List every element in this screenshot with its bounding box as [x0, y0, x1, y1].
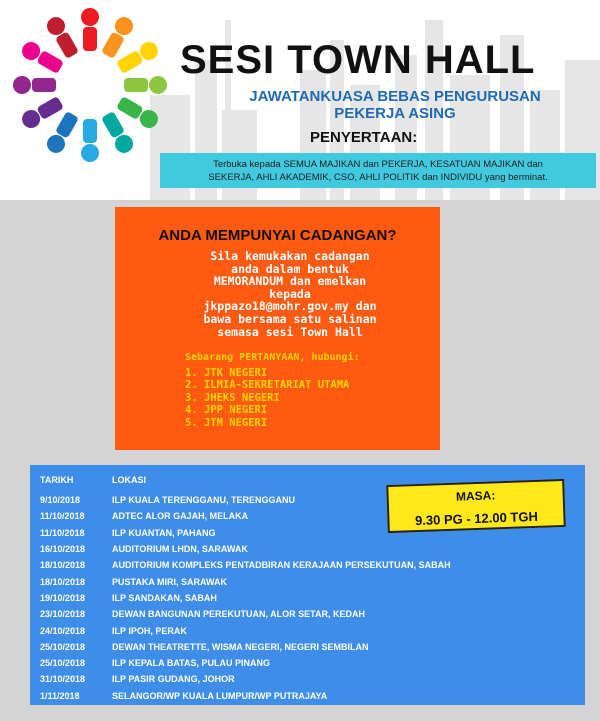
table-row	[40, 557, 580, 573]
page-title: SESI TOWN HALL	[180, 38, 536, 82]
table-row	[40, 688, 580, 704]
subtitle-line: JAWATANKUASA BEBAS PENGURUSAN	[249, 88, 541, 105]
row-date: 1/11/2018	[40, 690, 80, 701]
time-badge	[386, 479, 566, 533]
column-header-location: LOKASI	[112, 475, 147, 485]
table-row	[40, 655, 580, 671]
row-location: ILP PASIR GUDANG, JOHOR	[112, 674, 235, 685]
subtitle-line: PEKERJA ASING	[334, 105, 456, 122]
row-date: 23/10/2018	[40, 609, 86, 620]
contact-item: 1. JTK NEGERI	[185, 367, 268, 379]
header-section	[0, 0, 600, 200]
schedule-panel	[30, 465, 585, 705]
row-date: 19/10/2018	[40, 592, 86, 603]
row-location: ILP KUANTAN, PAHANG	[112, 527, 216, 538]
row-location: ILP KEPALA BATAS, PULAU PINANG	[112, 658, 271, 669]
proposal-line: Sila kemukakan cadangan	[210, 249, 370, 263]
proposal-panel	[115, 207, 440, 450]
committee-subtitle	[200, 88, 590, 122]
row-date: 31/10/2018	[40, 674, 86, 685]
table-row	[40, 590, 580, 606]
contact-item: 5. JTM NEGERI	[185, 416, 268, 429]
row-date: 11/10/2018	[40, 527, 85, 538]
row-date: 24/10/2018	[40, 625, 86, 636]
row-location: ILP SANDAKAN, SABAH	[112, 592, 217, 603]
row-location: ADTEC ALOR GAJAH, MELAKA	[112, 511, 249, 522]
participation-text-line: Terbuka kepada SEMUA MAJIKAN dan PEKERJA, KESATUAN MAJIKAN dan	[213, 159, 543, 170]
table-row	[40, 573, 580, 589]
participation-label: PENYERTAAN:	[310, 129, 418, 146]
time-label: MASA:	[455, 488, 496, 504]
participation-band	[160, 153, 596, 188]
contact-list	[185, 367, 435, 429]
row-date: 18/10/2018	[40, 560, 86, 571]
proposal-line: kepada	[269, 286, 311, 301]
row-location: AUDITORIUM KOMPLEKS PENTADBIRAN KERAJAAN PERSEKUTUAN, SABAH	[112, 560, 451, 571]
row-date: 18/10/2018	[40, 576, 86, 587]
people-circle-logo-icon	[0, 0, 180, 170]
contact-item: 2. ILMIA-SEKRETARIAT UTAMA	[185, 379, 350, 392]
table-row	[40, 606, 580, 622]
row-location: AUDITORIUM LHDN, SARAWAK	[112, 544, 248, 555]
table-row	[40, 541, 580, 557]
table-row	[40, 622, 580, 638]
participation-text-line: SEKERJA, AHLI AKADEMIK, CSO, AHLI POLITIK dan INDIVIDU yang berminat.	[208, 172, 548, 183]
row-date: 25/10/2018	[40, 641, 86, 652]
proposal-line: anda dalam bentuk	[231, 261, 349, 276]
table-row	[40, 671, 580, 687]
row-date: 16/10/2018	[40, 544, 86, 555]
row-location: DEWAN THEATRETTE, WISMA NEGERI, NEGERI SEMBILAN	[112, 641, 369, 652]
proposal-body	[145, 250, 435, 338]
row-location: PUSTAKA MIRI, SARAWAK	[112, 576, 228, 587]
proposal-heading: ANDA MEMPUNYAI CADANGAN?	[158, 227, 397, 244]
row-location: SELANGOR/WP KUALA LUMPUR/WP PUTRAJAYA	[112, 690, 328, 701]
row-date: 9/10/2018	[40, 495, 81, 506]
proposal-email: jkppazo18@mohr.gov.my dan	[203, 299, 377, 314]
contact-item: 3. JHEKS NEGERI	[185, 391, 280, 404]
time-value: 9.30 PG - 12.00 TGH	[414, 508, 539, 529]
proposal-line: MEMORANDUM dan emelkan	[213, 274, 367, 289]
row-location: ILP IPOH, PERAK	[112, 625, 187, 636]
contact-item: 4. JPP NEGERI	[185, 404, 268, 417]
proposal-line: semasa sesi Town Hall	[217, 324, 363, 339]
row-date: 11/10/2018	[40, 511, 85, 522]
row-location: ILP KUALA TERENGGANU, TERENGGANU	[112, 495, 296, 506]
proposal-line: bawa bersama satu salinan	[203, 311, 377, 326]
table-row	[40, 639, 580, 655]
column-header-date: TARIKH	[40, 475, 74, 485]
row-date: 25/10/2018	[40, 658, 86, 669]
question-label: Sebarang PERTANYAAN, hubungi:	[185, 352, 360, 363]
row-location: DEWAN BANGUNAN PEREKUTUAN, ALOR SETAR, KEDAH	[112, 609, 366, 620]
